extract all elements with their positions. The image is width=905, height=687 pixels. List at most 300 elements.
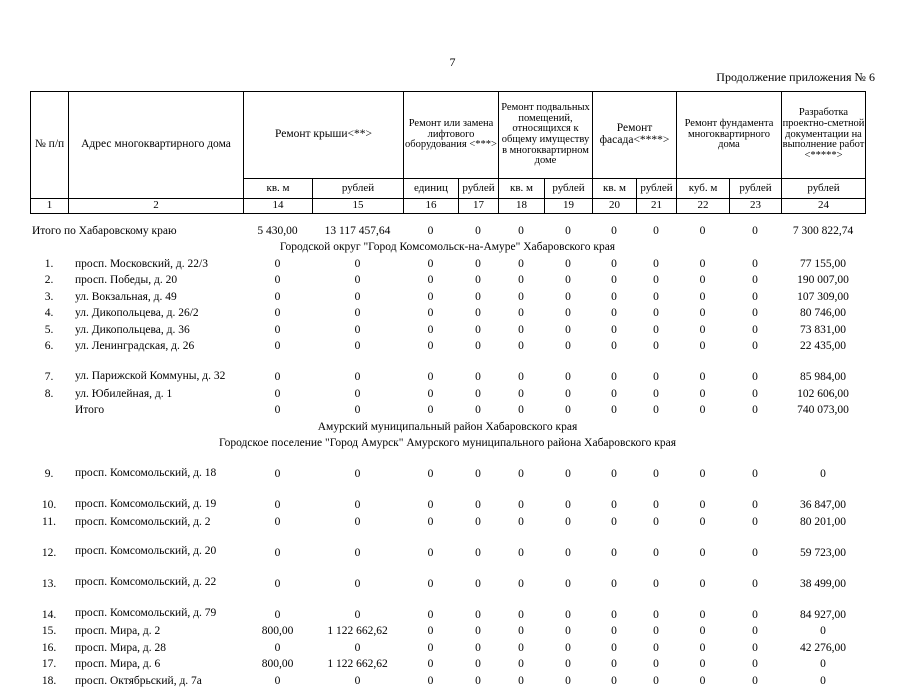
value-cell: 0	[354, 608, 361, 621]
table-row	[30, 336, 865, 353]
col-header-design: Разработка проектно-сметной документации на выполнение работ <*****>	[782, 92, 866, 179]
value-cell: 0	[274, 608, 281, 621]
value-cell: 85 984,00	[800, 371, 846, 383]
value-cell: 0	[518, 468, 524, 480]
table-body	[30, 220, 865, 687]
value-cell: 0	[752, 625, 758, 637]
row-address: ул. Вокзальная, д. 49	[75, 290, 177, 303]
value-cell: 0	[699, 625, 706, 637]
value-cell: 0	[653, 499, 659, 511]
unit-cell: рублей	[459, 179, 499, 199]
table-row	[30, 590, 865, 621]
value-cell: 59 723,00	[800, 546, 846, 559]
row-number: 15.	[41, 625, 57, 637]
value-cell: 0	[699, 290, 706, 303]
value-cell: 0	[565, 674, 571, 687]
value-cell: 73 831,00	[800, 323, 846, 336]
row-number: 13.	[41, 577, 57, 590]
value-cell: 0	[752, 674, 758, 687]
value-cell: 0	[611, 577, 617, 590]
col-number: 19	[545, 199, 593, 214]
value-cell: 0	[518, 404, 524, 416]
row-address: ул. Дикопольцева, д. 36	[75, 323, 190, 336]
col-number: 20	[593, 199, 637, 214]
value-cell: 0	[699, 224, 706, 237]
value-cell: 0	[518, 274, 524, 286]
table-row	[30, 528, 865, 559]
table-row	[30, 303, 865, 320]
value-cell: 0	[611, 658, 617, 670]
value-cell: 0	[752, 608, 758, 621]
value-cell: 0	[699, 577, 706, 590]
value-cell: 0	[653, 371, 659, 383]
unit-cell: рублей	[730, 179, 782, 199]
col-number: 17	[459, 199, 499, 214]
value-cell: 0	[274, 257, 281, 270]
unit-cell: рублей	[545, 179, 593, 199]
value-cell: 0	[518, 625, 524, 637]
row-number: 17.	[41, 658, 57, 670]
value-cell: 0	[653, 546, 659, 559]
value-cell: 1 122 662,62	[327, 625, 388, 637]
value-cell: 0	[274, 577, 281, 590]
value-cell: 0	[274, 515, 281, 528]
row-address: просп. Победы, д. 20	[75, 274, 178, 286]
col-header-facade: Ремонт фасада<****>	[593, 92, 677, 179]
value-cell: 36 847,00	[800, 499, 846, 511]
value-cell: 0	[427, 499, 434, 511]
value-cell: 0	[611, 257, 617, 270]
value-cell: 5 430,00	[257, 224, 298, 237]
value-cell: 0	[274, 387, 281, 400]
value-cell: 800,00	[261, 625, 294, 637]
row-address: просп. Комсомольский, д. 19	[75, 497, 217, 510]
value-cell: 0	[752, 371, 758, 383]
col-number: 2	[69, 199, 244, 214]
value-cell: 0	[565, 546, 571, 559]
value-cell: 0	[518, 323, 524, 336]
value-cell: 0	[752, 515, 758, 528]
value-cell: 0	[354, 307, 361, 319]
value-cell: 0	[518, 641, 524, 654]
value-cell: 0	[653, 658, 659, 670]
value-cell: 0	[475, 674, 481, 687]
col-header-num: № п/п	[31, 92, 69, 199]
table-row	[30, 270, 865, 287]
unit-cell: куб. м	[677, 179, 730, 199]
value-cell: 0	[699, 307, 706, 319]
value-cell: 0	[427, 608, 434, 621]
value-cell: 0	[653, 323, 659, 336]
value-cell: 0	[475, 546, 481, 559]
value-cell: 0	[820, 468, 826, 480]
value-cell: 0	[565, 387, 571, 400]
table-row	[30, 670, 865, 687]
value-cell: 0	[611, 290, 617, 303]
value-cell: 0	[518, 307, 524, 319]
value-cell: 0	[699, 674, 706, 687]
value-cell: 0	[475, 224, 481, 237]
row-address: просп. Комсомольский, д. 18	[75, 466, 217, 479]
value-cell: 0	[565, 257, 571, 270]
row-number: 11.	[42, 515, 56, 528]
value-cell: 0	[653, 387, 659, 400]
value-cell: 0	[565, 307, 571, 319]
value-cell: 0	[653, 608, 659, 621]
row-address: ул. Дикопольцева, д. 26/2	[75, 307, 199, 319]
col-header-address: Адрес многоквартирного дома	[69, 92, 244, 199]
col-number: 21	[637, 199, 677, 214]
value-cell: 0	[611, 307, 617, 319]
value-cell: 22 435,00	[800, 340, 846, 352]
value-cell: 0	[518, 290, 524, 303]
row-number: 9.	[44, 468, 54, 480]
value-cell: 0	[653, 515, 659, 528]
value-cell: 0	[354, 577, 361, 590]
col-header-elevator: Ремонт или замена лифтового оборудования <***>	[404, 92, 499, 179]
value-cell: 0	[611, 404, 617, 416]
value-cell: 0	[427, 468, 434, 480]
section-amursk-city-title: Городское поселение "Город Амурск" Амурского муниципального района Хабаровского края	[218, 437, 677, 449]
unit-cell: рублей	[313, 179, 404, 199]
row-number-empty	[30, 400, 68, 417]
value-cell: 0	[752, 290, 758, 303]
section-total-label: Итого	[75, 404, 105, 416]
value-cell: 0	[274, 641, 281, 654]
table-row	[30, 352, 865, 383]
value-cell: 0	[518, 577, 524, 590]
value-cell: 0	[565, 371, 571, 383]
column-number-row	[31, 199, 866, 214]
table-row	[30, 654, 865, 671]
value-cell: 0	[274, 674, 281, 687]
row-address: просп. Комсомольский, д. 79	[75, 607, 217, 620]
value-cell: 0	[611, 387, 617, 400]
value-cell: 0	[565, 323, 571, 336]
table-row	[30, 637, 865, 654]
value-cell: 0	[699, 499, 706, 511]
value-cell: 0	[475, 257, 481, 270]
value-cell: 0	[752, 404, 758, 416]
row-number: 12.	[41, 546, 57, 559]
value-cell: 0	[699, 658, 706, 670]
row-address: просп. Комсомольский, д. 20	[75, 545, 217, 558]
value-cell: 0	[427, 515, 434, 528]
col-number: 18	[499, 199, 545, 214]
value-cell: 190 007,00	[797, 274, 849, 286]
col-number: 16	[404, 199, 459, 214]
value-cell: 0	[699, 323, 706, 336]
unit-cell: кв. м	[593, 179, 637, 199]
value-cell: 0	[565, 468, 571, 480]
value-cell: 0	[653, 274, 659, 286]
value-cell: 0	[274, 546, 281, 559]
continuation-label: Продолжение приложения № 6	[716, 70, 875, 84]
value-cell: 0	[752, 499, 758, 511]
value-cell: 0	[752, 468, 758, 480]
value-cell: 107 309,00	[797, 290, 849, 303]
value-cell: 0	[354, 387, 361, 400]
value-cell: 102 606,00	[797, 387, 849, 400]
value-cell: 0	[565, 274, 571, 286]
row-number: 10.	[41, 499, 57, 511]
grand-total-label: Итого по Хабаровскому краю	[32, 224, 177, 237]
value-cell: 0	[354, 546, 361, 559]
value-cell: 0	[565, 515, 571, 528]
value-cell: 0	[354, 674, 361, 687]
value-cell: 0	[475, 290, 481, 303]
value-cell: 0	[475, 307, 481, 319]
value-cell: 0	[699, 404, 706, 416]
value-cell: 0	[475, 340, 481, 352]
row-number: 5.	[44, 323, 54, 336]
value-cell: 0	[565, 404, 571, 416]
value-cell: 0	[518, 546, 524, 559]
value-cell: 38 499,00	[800, 577, 846, 590]
section-komsomolsk	[30, 237, 865, 254]
value-cell: 0	[274, 468, 281, 480]
value-cell: 0	[274, 307, 281, 319]
value-cell: 0	[475, 468, 481, 480]
value-cell: 0	[475, 658, 481, 670]
value-cell: 0	[518, 371, 524, 383]
value-cell: 0	[354, 468, 361, 480]
row-number: 4.	[44, 307, 54, 319]
value-cell: 0	[354, 371, 361, 383]
value-cell: 0	[699, 546, 706, 559]
data-table	[30, 220, 865, 687]
value-cell: 0	[653, 257, 659, 270]
section-komsomolsk-title: Городской округ "Город Комсомольск-на-Амуре" Хабаровского края	[279, 241, 616, 253]
section-amursky-title: Амурский муниципальный район Хабаровского края	[317, 420, 578, 433]
unit-cell: единиц	[404, 179, 459, 199]
value-cell: 740 073,00	[797, 404, 849, 416]
value-cell: 0	[274, 290, 281, 303]
row-number: 7.	[44, 371, 54, 383]
value-cell: 0	[427, 290, 434, 303]
value-cell: 0	[354, 515, 361, 528]
value-cell: 0	[354, 290, 361, 303]
col-number: 14	[244, 199, 313, 214]
value-cell: 0	[653, 224, 659, 237]
value-cell: 0	[653, 340, 659, 352]
value-cell: 0	[274, 340, 281, 352]
value-cell: 0	[565, 625, 571, 637]
value-cell: 0	[354, 499, 361, 511]
row-number: 2.	[44, 274, 54, 286]
value-cell: 0	[565, 340, 571, 352]
value-cell: 0	[653, 290, 659, 303]
value-cell: 1 122 662,62	[327, 658, 388, 670]
value-cell: 0	[611, 340, 617, 352]
value-cell: 0	[611, 641, 617, 654]
row-number: 14.	[41, 608, 57, 621]
value-cell: 0	[752, 224, 758, 237]
value-cell: 0	[653, 307, 659, 319]
value-cell: 0	[752, 577, 758, 590]
row-number: 18.	[41, 674, 57, 687]
value-cell: 0	[611, 515, 617, 528]
value-cell: 800,00	[261, 658, 294, 670]
unit-cell: кв. м	[244, 179, 313, 199]
value-cell: 0	[611, 674, 617, 687]
value-cell: 0	[699, 340, 706, 352]
page-number: 7	[449, 55, 456, 69]
value-cell: 0	[752, 658, 758, 670]
row-address: ул. Юбилейная, д. 1	[75, 387, 173, 400]
value-cell: 0	[611, 625, 617, 637]
row-address: ул. Парижской Коммуны, д. 32	[75, 369, 226, 382]
col-number: 15	[313, 199, 404, 214]
value-cell: 0	[475, 577, 481, 590]
value-cell: 0	[354, 641, 361, 654]
value-cell: 0	[653, 641, 659, 654]
value-cell: 0	[518, 674, 524, 687]
value-cell: 0	[752, 323, 758, 336]
row-number: 3.	[44, 290, 54, 303]
value-cell: 0	[427, 625, 434, 637]
value-cell: 0	[427, 546, 434, 559]
value-cell: 0	[518, 224, 524, 237]
value-cell: 0	[752, 641, 758, 654]
value-cell: 0	[427, 371, 434, 383]
value-cell: 0	[427, 641, 434, 654]
value-cell: 0	[427, 658, 434, 670]
table-row	[30, 480, 865, 511]
value-cell: 0	[427, 340, 434, 352]
value-cell: 80 201,00	[800, 515, 846, 528]
value-cell: 0	[427, 257, 434, 270]
row-number: 8.	[44, 387, 54, 400]
value-cell: 0	[565, 658, 571, 670]
value-cell: 0	[427, 323, 434, 336]
value-cell: 0	[611, 323, 617, 336]
row-address: просп. Московский, д. 22/3	[75, 257, 208, 270]
value-cell: 0	[475, 274, 481, 286]
value-cell: 0	[274, 499, 281, 511]
table-row	[30, 383, 865, 400]
value-cell: 0	[427, 387, 434, 400]
section-amursk-city	[30, 433, 865, 450]
value-cell: 0	[354, 340, 361, 352]
value-cell: 0	[699, 515, 706, 528]
value-cell: 0	[820, 674, 826, 687]
row-address: просп. Мира, д. 6	[75, 658, 161, 670]
value-cell: 0	[752, 307, 758, 319]
value-cell: 0	[820, 625, 826, 637]
value-cell: 0	[611, 499, 617, 511]
row-address: просп. Мира, д. 28	[75, 641, 167, 654]
value-cell: 0	[475, 323, 481, 336]
value-cell: 0	[653, 577, 659, 590]
value-cell: 0	[427, 274, 434, 286]
col-number: 1	[31, 199, 69, 214]
table-row	[30, 621, 865, 638]
value-cell: 0	[565, 290, 571, 303]
value-cell: 13 117 457,64	[324, 224, 391, 237]
col-number: 24	[782, 199, 866, 214]
row-number: 6.	[44, 340, 54, 352]
value-cell: 0	[565, 608, 571, 621]
value-cell: 0	[518, 257, 524, 270]
table-row	[30, 559, 865, 590]
value-cell: 0	[274, 323, 281, 336]
value-cell: 0	[820, 658, 826, 670]
table-row	[30, 319, 865, 336]
value-cell: 0	[518, 499, 524, 511]
value-cell: 0	[518, 340, 524, 352]
value-cell: 0	[274, 371, 281, 383]
value-cell: 0	[427, 674, 434, 687]
value-cell: 0	[475, 499, 481, 511]
value-cell: 0	[427, 307, 434, 319]
unit-cell: рублей	[782, 179, 866, 199]
value-cell: 0	[518, 515, 524, 528]
col-header-basement: Ремонт подвальных помещений, относящихся к общему имуществу в многоквартирном доме	[499, 92, 593, 179]
value-cell: 0	[653, 625, 659, 637]
value-cell: 0	[699, 257, 706, 270]
row-address: просп. Комсомольский, д. 2	[75, 515, 211, 528]
value-cell: 0	[427, 224, 434, 237]
row-number: 16.	[41, 641, 57, 654]
value-cell: 0	[565, 224, 571, 237]
value-cell: 0	[565, 499, 571, 511]
row-number: 1.	[44, 257, 54, 270]
value-cell: 0	[354, 274, 361, 286]
value-cell: 0	[518, 387, 524, 400]
table-row	[30, 449, 865, 480]
value-cell: 0	[611, 546, 617, 559]
header-table	[30, 91, 866, 214]
value-cell: 0	[518, 608, 524, 621]
value-cell: 77 155,00	[800, 257, 846, 270]
value-cell: 0	[475, 371, 481, 383]
value-cell: 0	[565, 577, 571, 590]
value-cell: 0	[274, 274, 281, 286]
value-cell: 0	[752, 274, 758, 286]
col-header-roof: Ремонт крыши<**>	[244, 92, 404, 179]
value-cell: 0	[611, 608, 617, 621]
row-address: просп. Октябрьский, д. 7а	[75, 674, 202, 687]
value-cell: 0	[611, 274, 617, 286]
col-number: 22	[677, 199, 730, 214]
value-cell: 0	[427, 404, 434, 416]
row-address: просп. Комсомольский, д. 22	[75, 576, 217, 589]
row-address: ул. Ленинградская, д. 26	[75, 340, 195, 352]
value-cell: 0	[354, 323, 361, 336]
value-cell: 0	[475, 387, 481, 400]
value-cell: 0	[699, 468, 706, 480]
value-cell: 0	[475, 608, 481, 621]
value-cell: 7 300 822,74	[792, 224, 854, 237]
value-cell: 0	[653, 674, 659, 687]
value-cell: 84 927,00	[800, 608, 846, 621]
value-cell: 0	[475, 515, 481, 528]
value-cell: 0	[699, 274, 706, 286]
section-total-row	[30, 400, 865, 417]
grand-total-row	[30, 220, 865, 237]
value-cell: 42 276,00	[800, 641, 846, 654]
value-cell: 0	[611, 468, 617, 480]
value-cell: 0	[427, 577, 434, 590]
value-cell: 0	[354, 257, 361, 270]
value-cell: 0	[611, 224, 617, 237]
value-cell: 0	[475, 625, 481, 637]
table-row	[30, 286, 865, 303]
value-cell: 0	[752, 546, 758, 559]
value-cell: 0	[565, 641, 571, 654]
value-cell: 0	[699, 371, 706, 383]
